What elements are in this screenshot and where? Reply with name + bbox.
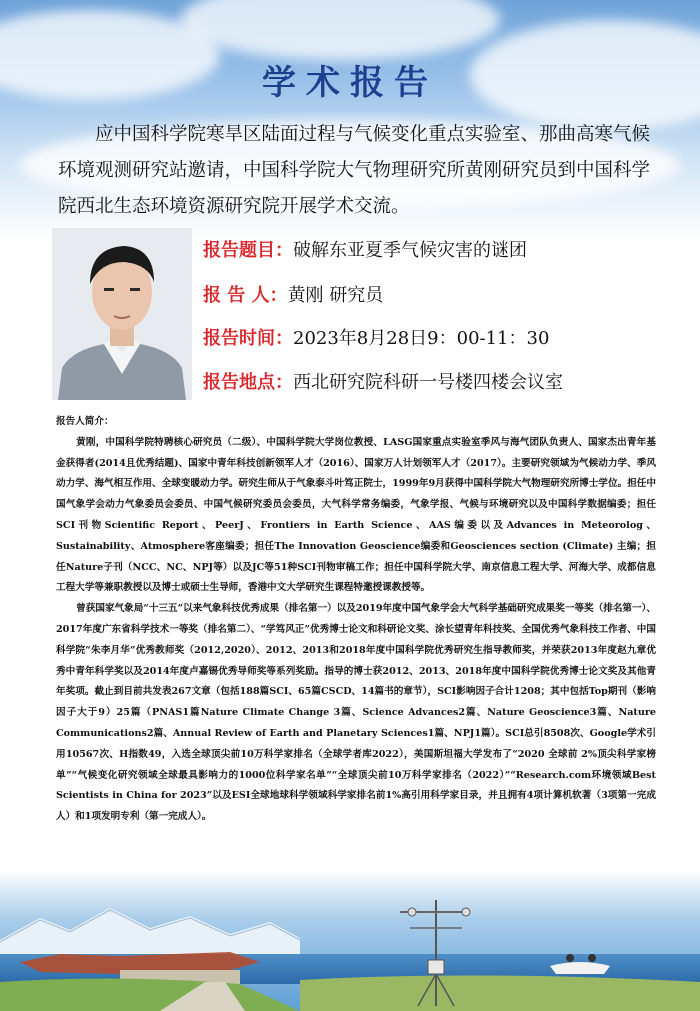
talk-time-row (203, 324, 549, 350)
time-label: 报告时间： (203, 328, 293, 349)
place-value: 西北研究院科研一号楼四楼会议室 (293, 372, 563, 393)
talk-place-row (203, 368, 563, 394)
footer-landscape (0, 870, 700, 1011)
talk-topic-row (203, 236, 527, 262)
page-title: 学术报告 (262, 63, 438, 103)
speaker-label: 报 告 人： (203, 285, 288, 306)
topic-value: 破解东亚夏季气候灾害的谜团 (293, 240, 527, 261)
topic-label: 报告题目： (203, 240, 293, 261)
bio-paragraph-2: 曾获国家气象局“十三五”以来气象科技优秀成果（排名第一）以及2019年度中国气象学会大气科学基础研究成果奖一等奖（排名第一）、2017年度广东省科学技术一等奖（排名第二）、“学笃风正”优秀博士论文和科研论文奖、涂长望青年科技奖、全国优秀气象科技工作者、中国科学院“朱李月华”优秀教师奖（2012,2020）、2012、2013和2018年度中国科学院优秀研究生指导教师奖，并荣获2013年度赵九章优秀中青年科学奖以及2014年度卢嘉锡优秀导师奖等系列奖励。指导的博士获2012、2013、2018年度中国科学院优秀博士论文奖及其他青年奖项。截止到目前共发表267文章（包括188篇SCI、65篇CSCD、14篇书的章节），SCI影响因子合计1208；其中包括Top期刊（影响因子大于9）25篇（PNAS1篇Nature Climate Change 3篇、Science Advances2篇、Nature Geoscience3篇、Nature Communications2篇、Annual Review of Earth and Planetary Sciences1篇、NPJ1篇）。SCI总引8508次、Google学术引用10567次、H指数49，入选全球顶尖前10万科学家排名（全球学者库2022），美国斯坦福大学发布了“2020 全球前 2%顶尖科学家榜单”“气候变化研究领域全球最具影响力的1000位科学家名单”“全球顶尖前10万科学家排名（2022）”“Research.com环境领域Best Scientists in China for 2023”以及ESI全球地球科学领域科学家排名前1%高引用科学家目录，并且拥有4项计算机软著（3项第一完成人）和1项发明专利（第一完成人）。 (56, 603, 656, 823)
speaker-value: 黄刚 研究员 (287, 285, 384, 306)
bio-paragraph-1: 黄刚，中国科学院特聘核心研究员（二级）、中国科学院大学岗位教授、LASG国家重点实验室季风与海气团队负责人、国家杰出青年基金获得者(2014且优秀结题)、国家中青年科技创新领军人才（2016）、国家万人计划领军人才（2017）。主要研究领域为气候动力学、季风动力学、海气相互作用、全球变暖动力学。研究生师从于气象泰斗叶笃正院士，1999年9月获得中国科学院大气物理研究所博士学位。担任中国气象学会动力气象委员会委员、中国气候研究委员会委员，大气科学常务编委，气象学报、气候与环境研究以及中国科学数据编委；担任SCI刊物Scientific Report、PeerJ、Frontiers in Earth Science、AAS编委以及Advances in Meteorolog、Sustainability、Atmosphere客座编委；担任The Innovation Geoscience编委和Geosciences section (Climate) 主编；担任Nature子刊（NCC、NC、NPJ等）以及JC等51种SCI刊物审稿工作；担任中国科学院大学、南京信息工程大学、河海大学、成都信息工程大学等兼职教授以及博士或硕士生导师，香港中文大学研究生课程特邀授课教授等。 (56, 436, 656, 594)
place-label: 报告地点： (203, 372, 293, 393)
bio-heading: 报告人简介： (56, 416, 114, 427)
speaker-bio (56, 412, 656, 828)
talk-speaker-row (203, 281, 383, 307)
speaker-photo (52, 228, 192, 400)
intro-paragraph: 应中国科学院寒旱区陆面过程与气候变化重点实验室、那曲高寒气候环境观测研究站邀请，中国科学院大气物理研究所黄刚研究员到中国科学院西北生态环境资源研究院开展学术交流。 (58, 124, 651, 217)
time-value: 2023年8月28日9：00-11：30 (293, 328, 550, 349)
